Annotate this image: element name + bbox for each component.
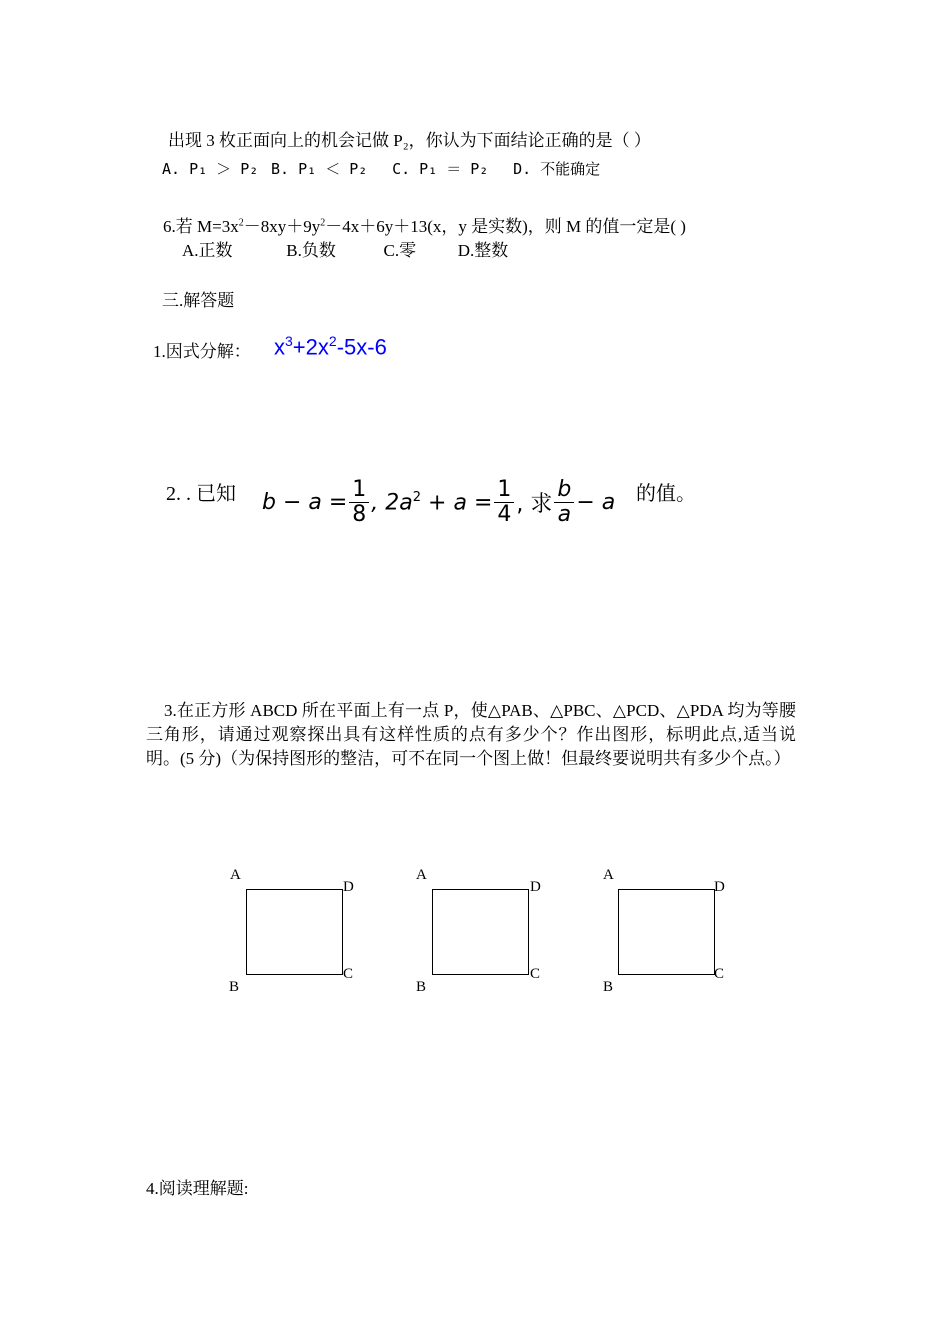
label-d: D: [714, 879, 725, 895]
section-title: 三.解答题: [162, 291, 235, 310]
q6-option-d: D.整数: [457, 241, 509, 260]
fraction-b-over-a: $\frac{b}{a}$: [554, 478, 574, 527]
label-d: D: [530, 879, 541, 895]
label-c: C: [714, 966, 725, 982]
label-b: B: [416, 979, 427, 995]
q5-option-b: B. P₁ ＜ P₂: [271, 160, 368, 178]
q5-option-d: D. 不能确定: [513, 160, 601, 178]
question6-options: [182, 236, 508, 261]
label-a: A: [230, 867, 241, 883]
formula-part-3: , 求: [516, 492, 553, 517]
label-c: C: [343, 966, 354, 982]
q6-option-c: C.零: [383, 241, 417, 260]
question6-stem: 6.若 $M=3x^2-8xy+9y^2-4x+6y+13(x$，y 是实数)，则 M 的值一定是( ): [163, 217, 686, 236]
q5-option-a: A. P₁ ＞ P₂: [162, 160, 259, 178]
fraction-one-quarter: $\frac{1}{4}$: [494, 478, 514, 527]
q6-option-b: B.负数: [286, 241, 336, 260]
question5-options: [162, 158, 600, 179]
q6-option-a: A.正数: [182, 241, 233, 260]
square-abcd: [432, 889, 529, 975]
problem4-label: 4.阅读理解题:: [146, 1179, 249, 1198]
problem2-formula: [262, 478, 615, 527]
problem1-expression: $x^3+2x^2-5x-6$: [274, 333, 387, 360]
formula-part-4: − a: [576, 490, 616, 515]
question5-line: 出现 3 枚正面向上的机会记做 P₂，你认为下面结论正确的是（ ）: [168, 131, 651, 150]
problem3-text: 3.在正方形 ABCD 所在平面上有一点 P，使△PAB、△PBC、△PCD、△PDA 均为等腰三角形，请通过观察探出具有这样性质的点有多少个？作出图形，标明此点,适当说明。(5 分)（为保持图形的整洁，可不在同一个图上做！但最终要说明共有多少个点。）: [146, 701, 796, 768]
formula-part-1: b − a =: [262, 490, 348, 515]
label-b: B: [603, 979, 614, 995]
formula-part-2: , $2a^2 + a$ =: [371, 489, 493, 516]
label-d: D: [343, 879, 354, 895]
problem1-label: 1.因式分解：: [153, 342, 251, 361]
q5-option-c: C. P₁ ＝ P₂: [392, 160, 489, 178]
problem2-label: 2. . 已知: [166, 483, 236, 505]
problem2-suffix: 的值。: [636, 483, 696, 505]
label-a: A: [603, 867, 614, 883]
square-abcd: [618, 889, 715, 975]
fraction-one-eighth: $\frac{1}{8}$: [349, 478, 369, 527]
label-c: C: [530, 966, 541, 982]
square-abcd: [246, 889, 343, 975]
label-b: B: [229, 979, 240, 995]
label-a: A: [416, 867, 427, 883]
